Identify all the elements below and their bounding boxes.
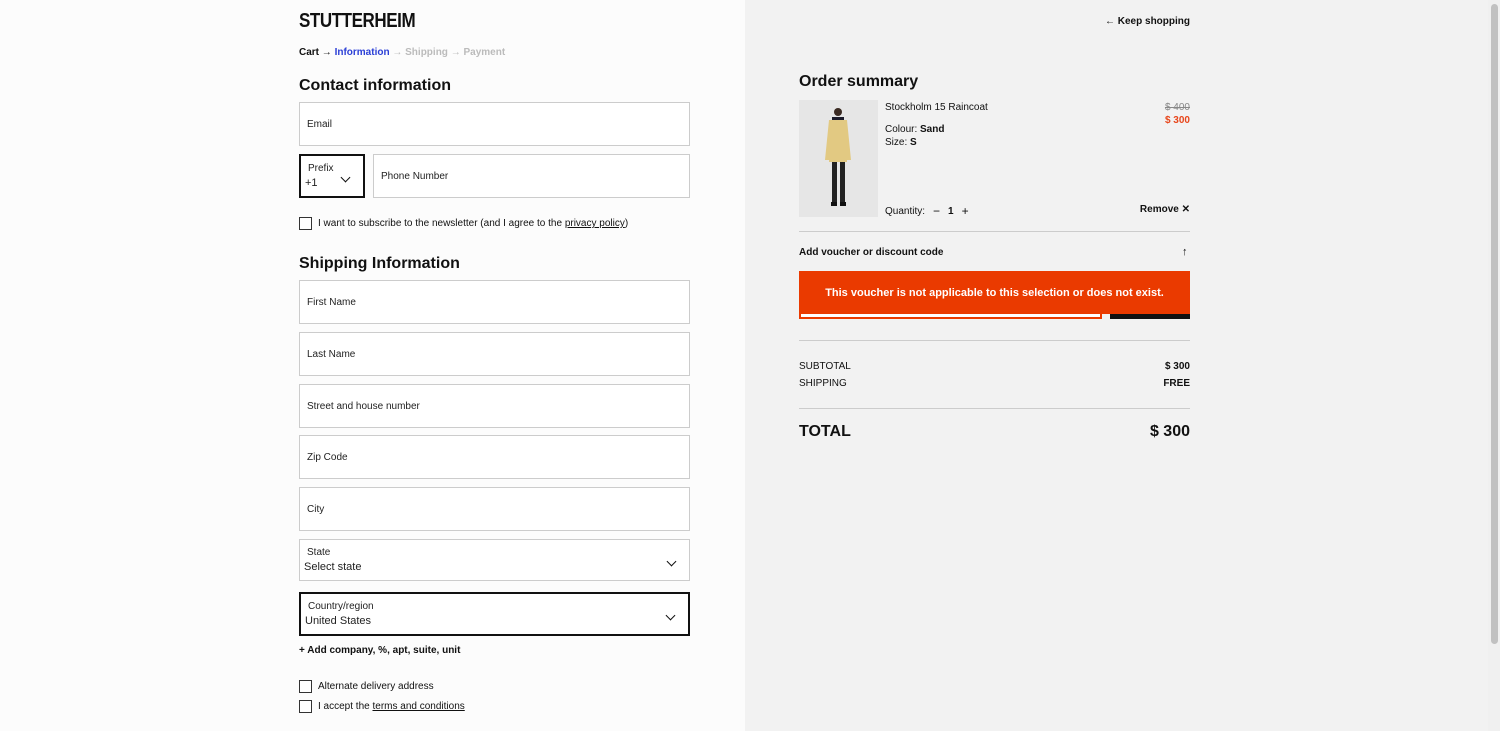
phone-field[interactable]: Phone Number	[373, 154, 690, 198]
scrollbar-thumb[interactable]	[1491, 4, 1498, 644]
terms-text: I accept the	[318, 701, 373, 712]
prefix-value: +1	[305, 177, 318, 189]
newsletter-label	[318, 218, 628, 229]
terms-link[interactable]: terms and conditions	[372, 701, 465, 712]
brand-logo[interactable]: STUTTERHEIM	[299, 10, 416, 32]
total-value: $ 300	[1149, 423, 1190, 440]
first-name-field[interactable]: First Name	[299, 280, 690, 324]
size-label: Size:	[885, 137, 911, 148]
voucher-toggle[interactable]: Add voucher or discount code	[799, 247, 944, 258]
old-price: $ 400	[1164, 102, 1190, 113]
arrow-up-icon[interactable]: ↑	[1182, 246, 1188, 258]
alternate-delivery-row[interactable]	[299, 680, 434, 693]
contact-title: Contact information	[299, 77, 451, 94]
shipping-value: FREE	[1163, 378, 1190, 389]
last-name-field[interactable]: Last Name	[299, 332, 690, 376]
shipping-label: SHIPPING	[799, 378, 847, 389]
state-value: Select state	[304, 561, 362, 573]
privacy-policy-link[interactable]: privacy policy	[564, 218, 625, 229]
city-field[interactable]: City	[299, 487, 690, 531]
state-label: State	[307, 547, 331, 558]
breadcrumb-information: Information	[334, 47, 390, 58]
newsletter-checkbox-row[interactable]	[299, 217, 628, 230]
total-label: TOTAL	[799, 423, 851, 440]
breadcrumb-sep: →	[392, 47, 403, 58]
product-size	[885, 137, 917, 148]
divider	[799, 408, 1190, 409]
zip-field[interactable]: Zip Code	[299, 435, 690, 479]
email-field[interactable]: Email	[299, 102, 690, 146]
raincoat-model-image	[799, 100, 878, 217]
prefix-label: Prefix	[308, 163, 334, 174]
keep-shopping-link[interactable]: ← Keep shopping	[1105, 16, 1190, 27]
product-image[interactable]	[799, 100, 878, 217]
newsletter-text: I want to subscribe to the newsletter (and I agree to the	[318, 218, 565, 229]
terms-label	[318, 701, 465, 712]
breadcrumb-payment: Payment	[463, 47, 506, 58]
increase-quantity-button[interactable]: +	[961, 204, 969, 218]
chevron-down-icon	[341, 173, 351, 183]
breadcrumb-sep: →	[321, 47, 332, 58]
chevron-down-icon	[666, 611, 676, 621]
divider	[799, 340, 1190, 341]
state-select[interactable]	[299, 539, 690, 581]
country-value: United States	[305, 615, 372, 627]
paren: )	[624, 218, 629, 229]
terms-row[interactable]	[299, 700, 465, 713]
shipping-title: Shipping Information	[299, 255, 460, 272]
breadcrumb-shipping: Shipping	[405, 47, 448, 58]
subtotal-value: $ 300	[1164, 361, 1190, 372]
subtotal-label: SUBTOTAL	[799, 361, 851, 372]
breadcrumb	[299, 47, 505, 58]
country-label: Country/region	[308, 601, 374, 612]
product-colour	[885, 124, 944, 135]
quantity-label: Quantity:	[885, 205, 926, 217]
country-select[interactable]	[299, 592, 690, 636]
product-name[interactable]: Stockholm 15 Raincoat	[885, 102, 988, 113]
colour-label: Colour:	[885, 124, 921, 135]
sale-price: $ 300	[1164, 115, 1190, 126]
divider	[799, 231, 1190, 232]
chevron-down-icon	[667, 557, 677, 567]
breadcrumb-sep: →	[450, 47, 461, 58]
colour-value: Sand	[920, 124, 945, 135]
breadcrumb-cart[interactable]: Cart	[299, 47, 320, 58]
prefix-select[interactable]	[299, 154, 365, 198]
remove-button[interactable]: Remove ✕	[1139, 204, 1190, 215]
newsletter-checkbox[interactable]	[299, 217, 312, 230]
alternate-delivery-checkbox[interactable]	[299, 680, 312, 693]
order-summary-title: Order summary	[799, 73, 919, 90]
decrease-quantity-button[interactable]: −	[933, 204, 941, 218]
voucher-error-message: This voucher is not applicable to this selection or does not exist.	[799, 271, 1190, 314]
quantity-stepper	[885, 204, 969, 218]
street-field[interactable]: Street and house number	[299, 384, 690, 428]
terms-checkbox[interactable]	[299, 700, 312, 713]
size-value: S	[910, 137, 917, 148]
quantity-value: 1	[948, 205, 954, 217]
alternate-delivery-label: Alternate delivery address	[318, 681, 434, 692]
add-company-link[interactable]: + Add company, %, apt, suite, unit	[299, 645, 461, 656]
